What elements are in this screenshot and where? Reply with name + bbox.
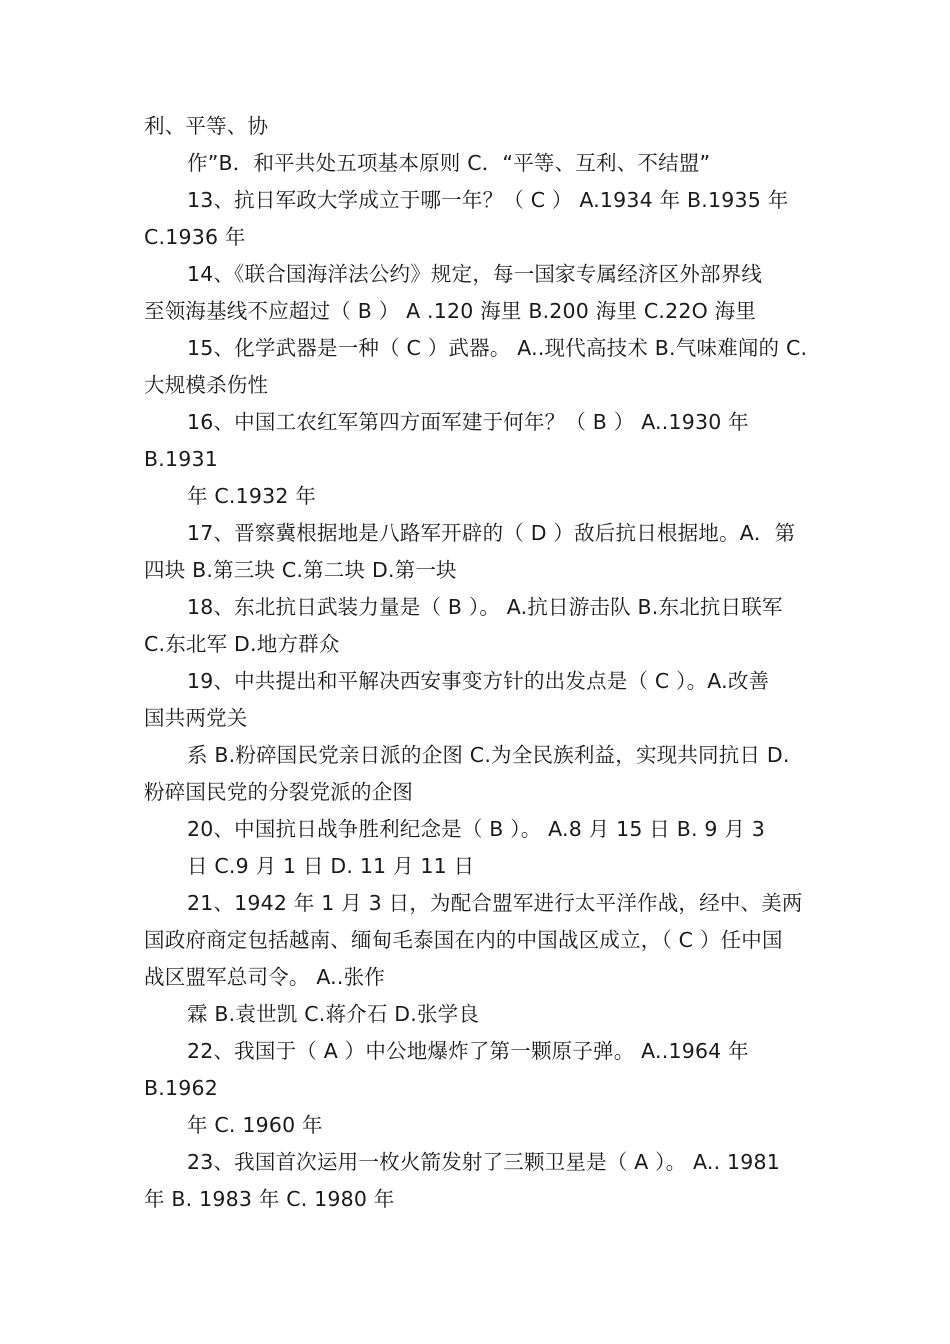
text-line: 至领海基线不应超过（ B ） A .120 海里 B.200 海里 C.22O 海里 xyxy=(144,299,757,323)
text-line: 战区盟军总司令。 A..张作 xyxy=(144,965,386,989)
question-21: 21、1942 年 1 月 3 日，为配合盟军进行太平洋作战，经中、美两 xyxy=(187,891,803,915)
text-line: 作”B．和平共处五项基本原则 C．“平等、互利、不结盟” xyxy=(187,151,711,175)
text-line: 年 B. 1983 年 C. 1980 年 xyxy=(144,1187,395,1211)
text-line: B.1962 xyxy=(144,1076,218,1100)
text-line: 日 C.9 月 1 日 D. 11 月 11 日 xyxy=(187,854,475,878)
question-14: 14、《联合国海洋法公约》规定，每一国家专属经济区外部界线 xyxy=(187,262,763,286)
text-line: 四块 B.第三块 C.第二块 D.第一块 xyxy=(144,558,457,582)
question-17: 17、晋察冀根据地是八路军开辟的（ D ）敌后抗日根据地。A．第 xyxy=(187,521,796,545)
question-18: 18、东北抗日武装力量是（ B ）。 A.抗日游击队 B.东北抗日联军 xyxy=(187,595,783,619)
question-22: 22、我国于（ A ）中公地爆炸了第一颗原子弹。 A..1964 年 xyxy=(187,1039,749,1063)
question-13: 13、抗日军政大学成立于哪一年？（ C ） A.1934 年 B.1935 年 xyxy=(187,188,789,212)
text-line: 霖 B.袁世凯 C.蒋介石 D.张学良 xyxy=(187,1002,480,1026)
text-line: 大规模杀伤性 xyxy=(144,373,269,397)
text-line: 粉碎国民党的分裂党派的企图 xyxy=(144,780,414,804)
text-line: 系 B.粉碎国民党亲日派的企图 C.为全民族利益，实现共同抗日 D. xyxy=(187,743,790,767)
text-line: C.1936 年 xyxy=(144,225,246,249)
text-line: 年 C. 1960 年 xyxy=(187,1113,323,1137)
question-19: 19、中共提出和平解决西安事变方针的出发点是（ C ）。A.改善 xyxy=(187,669,770,693)
question-15: 15、化学武器是一种（ C ）武器。 A..现代高技术 B.气味难闻的 C. xyxy=(187,336,808,360)
text-line: 年 C.1932 年 xyxy=(187,484,317,508)
text-line: 利、平等、协 xyxy=(144,114,269,138)
text-line: 国政府商定包括越南、缅甸毛泰国在内的中国战区成立，（ C ）任中国 xyxy=(144,928,783,952)
text-line: C.东北军 D.地方群众 xyxy=(144,632,340,656)
text-line: 国共两党关 xyxy=(144,706,248,730)
question-16: 16、中国工农红军第四方面军建于何年？（ B ） A..1930 年 xyxy=(187,410,749,434)
text-line: B.1931 xyxy=(144,447,218,471)
question-20: 20、中国抗日战争胜利纪念是（ B ）。 A.8 月 15 日 B. 9 月 3 xyxy=(187,817,766,841)
question-23: 23、我国首次运用一枚火箭发射了三颗卫星是（ A ）。 A.. 1981 xyxy=(187,1150,780,1174)
